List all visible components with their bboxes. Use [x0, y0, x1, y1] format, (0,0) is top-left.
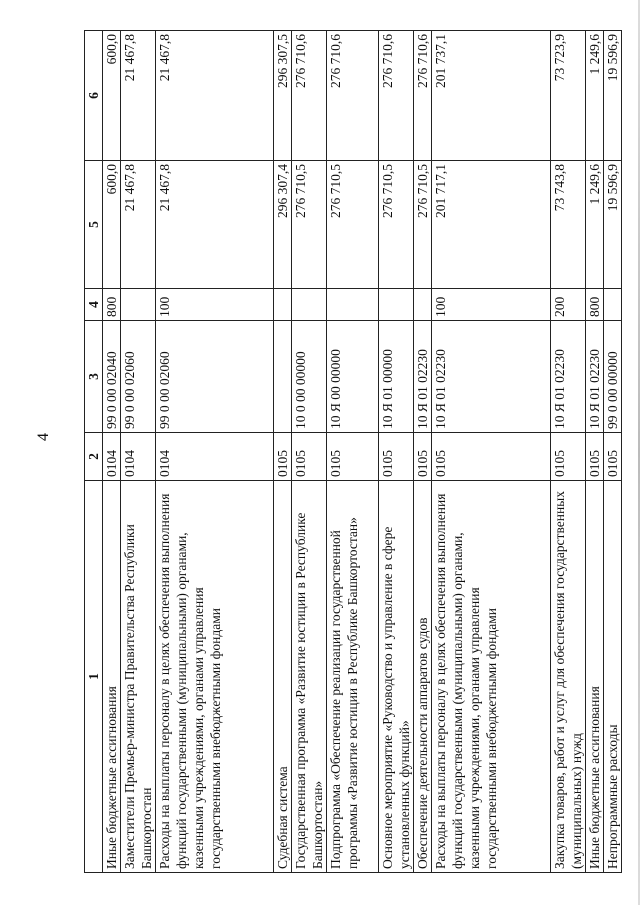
amount-col5: 296 307,4 — [274, 161, 292, 289]
expense-type-code: 200 — [551, 289, 586, 321]
expense-type-code — [274, 289, 292, 321]
table-row — [586, 31, 604, 873]
table-row — [274, 31, 292, 873]
budget-table-rotated — [84, 31, 620, 873]
amount-col6: 21 467,8 — [156, 31, 274, 161]
target-article-code: 10 Я 01 02230 — [586, 321, 604, 433]
amount-col6: 21 467,8 — [121, 31, 156, 161]
amount-col5: 276 710,5 — [292, 161, 327, 289]
amount-col5: 21 467,8 — [121, 161, 156, 289]
column-header-6: 6 — [85, 31, 103, 161]
table-row — [121, 31, 156, 873]
target-article-code — [274, 321, 292, 433]
row-name: Обеспечение деятельности аппаратов судов — [414, 481, 432, 873]
amount-col6: 276 710,6 — [414, 31, 432, 161]
section-code: 0105 — [292, 433, 327, 481]
table-row — [551, 31, 586, 873]
expense-type-code — [379, 289, 414, 321]
column-header-5: 5 — [85, 161, 103, 289]
expense-type-code — [292, 289, 327, 321]
budget-table — [84, 30, 622, 873]
section-code: 0105 — [327, 433, 379, 481]
section-code: 0105 — [414, 433, 432, 481]
amount-col5: 19 596,9 — [604, 161, 622, 289]
expense-type-code: 100 — [432, 289, 551, 321]
table-row — [156, 31, 274, 873]
table-row — [604, 31, 622, 873]
target-article-code: 99 0 00 02040 — [103, 321, 121, 433]
amount-col6: 1 249,6 — [586, 31, 604, 161]
section-code: 0104 — [103, 433, 121, 481]
target-article-code: 10 0 00 00000 — [292, 321, 327, 433]
section-code: 0105 — [432, 433, 551, 481]
amount-col6: 276 710,6 — [327, 31, 379, 161]
target-article-code: 99 0 00 02060 — [121, 321, 156, 433]
amount-col5: 276 710,5 — [379, 161, 414, 289]
target-article-code: 10 Я 01 00000 — [379, 321, 414, 433]
row-name: Государственная программа «Развитие юстиции в Республике Башкортостан» — [292, 481, 327, 873]
table-row — [327, 31, 379, 873]
amount-col5: 276 710,5 — [327, 161, 379, 289]
expense-type-code — [327, 289, 379, 321]
target-article-code: 99 0 00 00000 — [604, 321, 622, 433]
row-name: Закупка товаров, работ и услуг для обеспечения государственных (муниципальных) нужд — [551, 481, 586, 873]
amount-col5: 73 743,8 — [551, 161, 586, 289]
expense-type-code: 800 — [586, 289, 604, 321]
section-code: 0105 — [551, 433, 586, 481]
section-code: 0105 — [586, 433, 604, 481]
section-code: 0105 — [274, 433, 292, 481]
table-row — [103, 31, 121, 873]
row-name: Подпрограмма «Обеспечение реализации государственной программы «Развитие юстиции в Республике Башкортостан» — [327, 481, 379, 873]
column-header-4: 4 — [85, 289, 103, 321]
page-number: 4 — [35, 433, 52, 441]
table-row — [292, 31, 327, 873]
row-name: Судебная система — [274, 481, 292, 873]
amount-col6: 296 307,5 — [274, 31, 292, 161]
row-name: Иные бюджетные ассигнования — [103, 481, 121, 873]
target-article-code: 10 Я 01 02230 — [414, 321, 432, 433]
section-code: 0104 — [121, 433, 156, 481]
amount-col6: 19 596,9 — [604, 31, 622, 161]
expense-type-code — [414, 289, 432, 321]
column-header-3: 3 — [85, 321, 103, 433]
row-name: Иные бюджетные ассигнования — [586, 481, 604, 873]
amount-col6: 600,0 — [103, 31, 121, 161]
column-header-2: 2 — [85, 433, 103, 481]
amount-col5: 276 710,5 — [414, 161, 432, 289]
row-name: Расходы на выплаты персоналу в целях обеспечения выполнения функций государственными (муниципальными) органами, казенными учреждениями, органами управления государственными внебюджетными фондами — [156, 481, 274, 873]
table-row — [432, 31, 551, 873]
target-article-code: 10 Я 00 00000 — [327, 321, 379, 433]
amount-col5: 21 467,8 — [156, 161, 274, 289]
target-article-code: 10 Я 01 02230 — [551, 321, 586, 433]
amount-col5: 201 717,1 — [432, 161, 551, 289]
table-row — [379, 31, 414, 873]
amount-col6: 201 737,1 — [432, 31, 551, 161]
target-article-code: 10 Я 01 02230 — [432, 321, 551, 433]
amount-col6: 73 723,9 — [551, 31, 586, 161]
expense-type-code — [121, 289, 156, 321]
section-code: 0105 — [604, 433, 622, 481]
row-name: Непрограммные расходы — [604, 481, 622, 873]
row-name: Расходы на выплаты персоналу в целях обеспечения выполнения функций государственными (муниципальными) органами, казенными учреждениями, органами управления государственными внебюджетными фондами — [432, 481, 551, 873]
amount-col5: 1 249,6 — [586, 161, 604, 289]
table-header-row — [85, 31, 103, 873]
amount-col6: 276 710,6 — [292, 31, 327, 161]
amount-col6: 276 710,6 — [379, 31, 414, 161]
target-article-code: 99 0 00 02060 — [156, 321, 274, 433]
row-name: Заместители Премьер-министра Правительства Республики Башкортостан — [121, 481, 156, 873]
expense-type-code: 100 — [156, 289, 274, 321]
column-header-1: 1 — [85, 481, 103, 873]
amount-col5: 600,0 — [103, 161, 121, 289]
section-code: 0105 — [379, 433, 414, 481]
row-name: Основное мероприятие «Руководство и управление в сфере установленных функций» — [379, 481, 414, 873]
table-row — [414, 31, 432, 873]
expense-type-code — [604, 289, 622, 321]
section-code: 0104 — [156, 433, 274, 481]
expense-type-code: 800 — [103, 289, 121, 321]
